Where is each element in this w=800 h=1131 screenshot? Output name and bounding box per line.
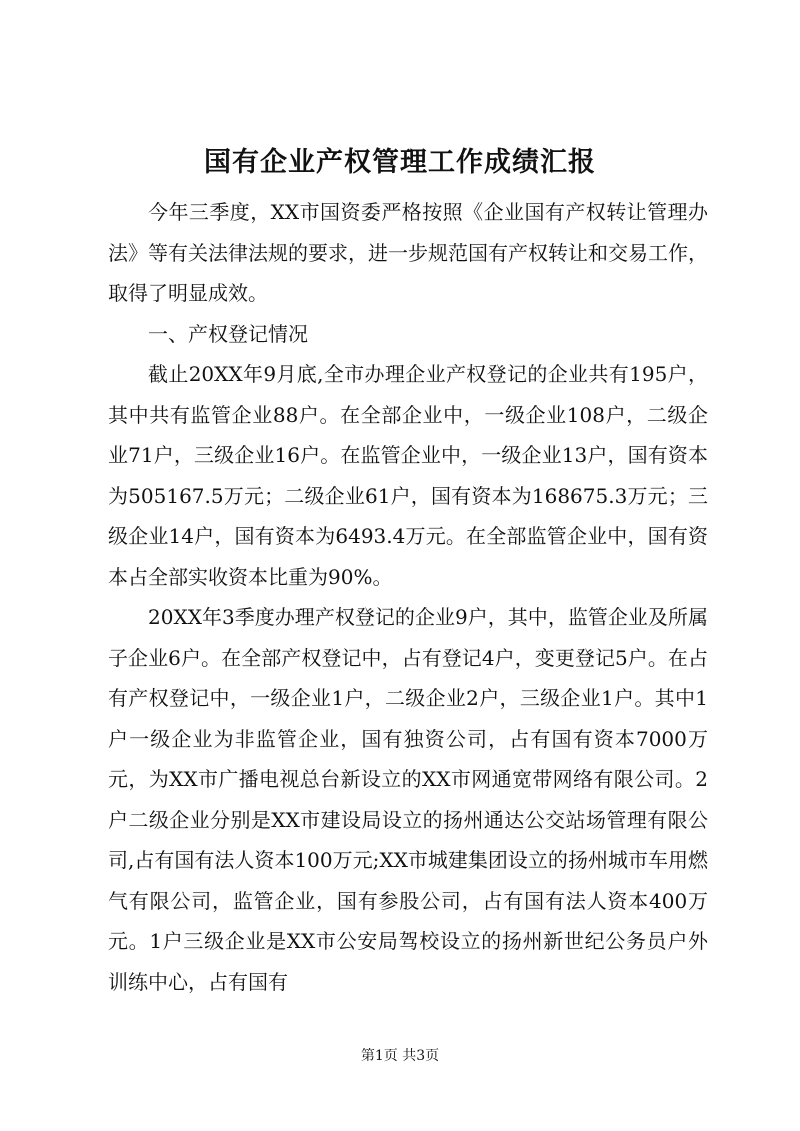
paragraph-registration-summary: 截止20XX年9月底,全市办理企业产权登记的企业共有195户，其中共有监管企业88户。在全部企业中，一级企业108户，二级企业71户，三级企业16户。在监管企业中，一级企业13户，国有资本为505167.5万元；二级企业61户，国有资本为168675.3万元；三级企业14户，国有资本为6493.4万元。在全部监管企业中，国有资本占全部实收资本比重为90%。: [108, 362, 708, 589]
document-title: 国有企业产权管理工作成绩汇报: [204, 147, 596, 178]
page-footer: 第1页 共3页: [360, 1048, 440, 1064]
section-heading-property-registration: 一、产权登记情况: [148, 321, 308, 346]
paragraph-intro: 今年三季度，XX市国资委严格按照《企业国有产权转让管理办法》等有关法律法规的要求，进一步规范国有产权转让和交易工作，取得了明显成效。: [108, 200, 708, 305]
paragraph-q3-registration: 20XX年3季度办理产权登记的企业9户，其中，监管企业及所属子企业6户。在全部产权登记中，占有登记4户，变更登记5户。在占有产权登记中，一级企业1户，二级企业2户，三级企业1户。其中1户一级企业为非监管企业，国有独资公司，占有国有资本7000万元，为XX市广播电视总台新设立的XX市网通宽带网络有限公司。2户二级企业分别是XX市建设局设立的扬州通达公交站场管理有限公司,占有国有法人资本100万元;XX市城建集团设立的扬州城市车用燃气有限公司，监管企业，国有参股公司，占有国有法人资本400万元。1户三级企业是XX市公安局驾校设立的扬州新世纪公务员户外训练中心，占有国有: [108, 605, 708, 994]
document-body: [108, 192, 708, 1002]
